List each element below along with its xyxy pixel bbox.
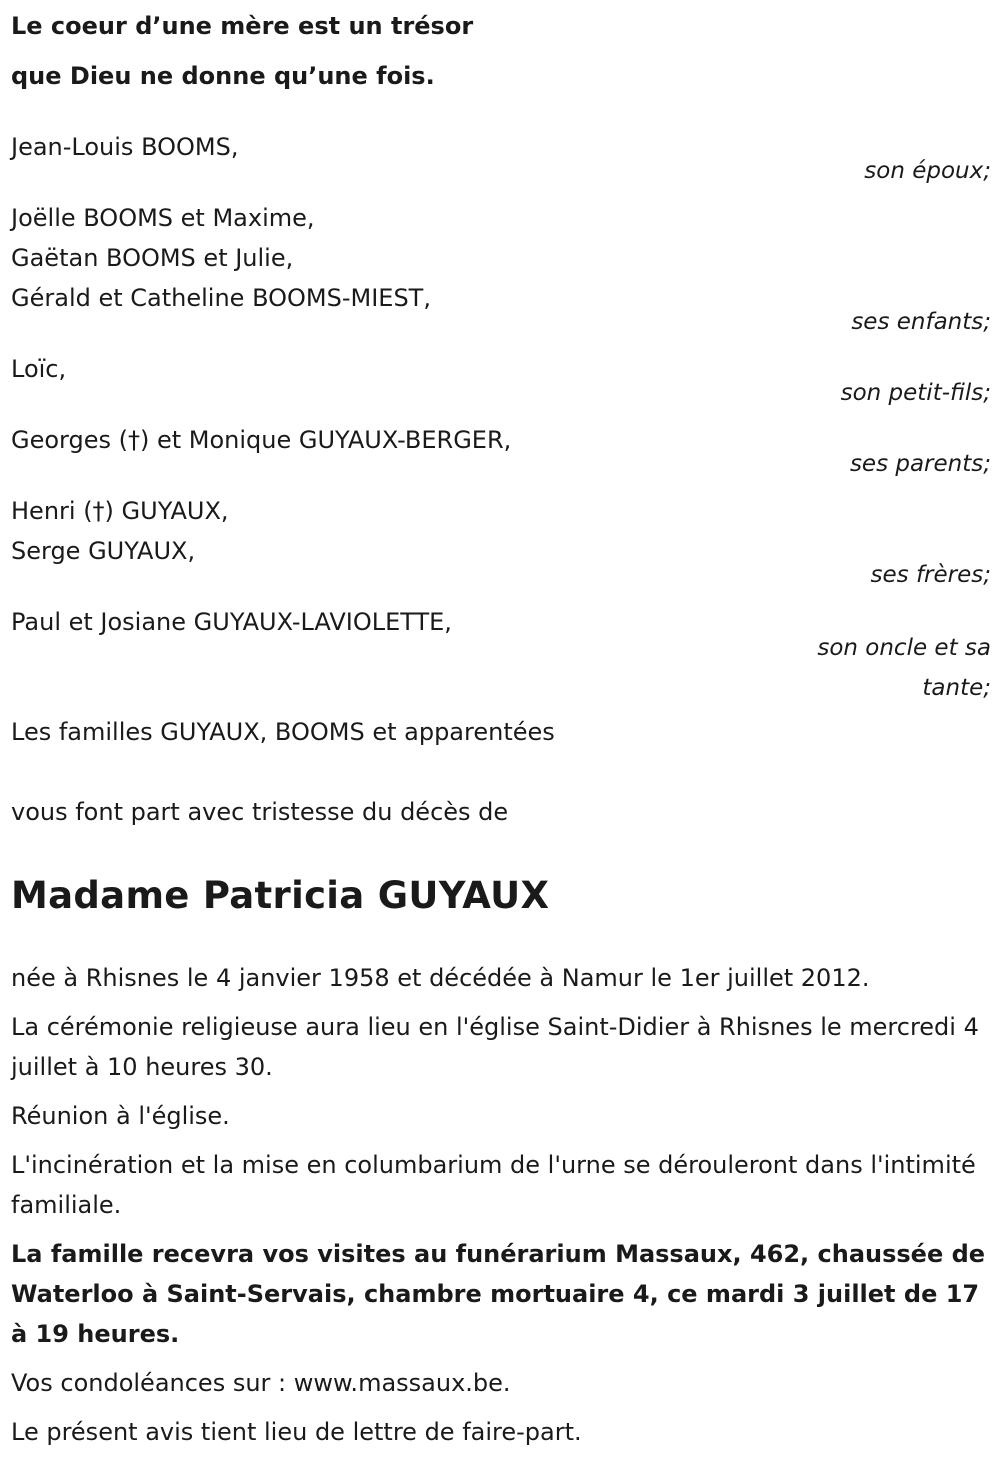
relation-label: ses enfants; [851, 309, 991, 335]
families-line: Les familles GUYAUX, BOOMS et apparentées [11, 718, 555, 746]
relation-label: ses parents; [849, 451, 991, 477]
family-group [11, 127, 991, 184]
family-group [11, 198, 991, 335]
details [11, 958, 991, 1452]
motto-line-1: Le coeur d’une mère est un trésor [11, 12, 474, 40]
birth-death-text: née à Rhisnes le 4 janvier 1958 et décédée à Namur le 1er juillet 2012. [11, 964, 870, 992]
family-name-line: Paul et Josiane GUYAUX-LAVIOLETTE, [11, 608, 452, 636]
family-name-line: Serge GUYAUX, [11, 537, 196, 565]
family-name-line: Henri (†) GUYAUX, [11, 497, 229, 525]
visits-text: La famille recevra vos visites au funérarium Massaux, 462, chaussée de Waterloo à Saint-Servais, chambre mortuaire 4, ce mardi 3 juillet de 17 à 19 heures. [11, 1240, 986, 1348]
relation-label: son petit-fils; [840, 380, 991, 406]
condolences-text: Vos condoléances sur : www.massaux.be. [11, 1369, 511, 1397]
family-name-line: Gaëtan BOOMS et Julie, [11, 244, 294, 272]
deceased-name: Madame Patricia GUYAUX [11, 874, 550, 917]
family-name-line: Jean-Louis BOOMS, [11, 133, 239, 161]
relation-label: son époux; [864, 158, 991, 184]
family-name-line: Joëlle BOOMS et Maxime, [11, 204, 315, 232]
family-group [11, 349, 991, 406]
family-name-line: Georges (†) et Monique GUYAUX-BERGER, [11, 426, 512, 454]
family-name-line: Loïc, [11, 355, 67, 383]
notice-text: Le présent avis tient lieu de lettre de faire-part. [11, 1418, 582, 1446]
cremation-text: L'incinération et la mise en columbarium de l'urne se dérouleront dans l'intimité familiale. [11, 1151, 976, 1219]
family-list [11, 127, 991, 708]
family-name-line: Gérald et Catheline BOOMS-MIEST, [11, 284, 431, 312]
family-group [11, 491, 991, 588]
family-group [11, 420, 991, 477]
ceremony-text: La cérémonie religieuse aura lieu en l'église Saint-Didier à Rhisnes le mercredi 4 juillet à 10 heures 30. [11, 1013, 979, 1081]
motto [11, 1, 991, 101]
meeting-text: Réunion à l'église. [11, 1102, 230, 1130]
family-group [11, 602, 991, 708]
announcement-line: vous font part avec tristesse du décès de [11, 798, 509, 826]
obituary-notice [11, 0, 991, 1461]
motto-line-2: que Dieu ne donne qu’une fois. [11, 62, 435, 90]
relation-label: son oncle et sa tante; [817, 635, 991, 701]
relation-label: ses frères; [870, 562, 991, 588]
